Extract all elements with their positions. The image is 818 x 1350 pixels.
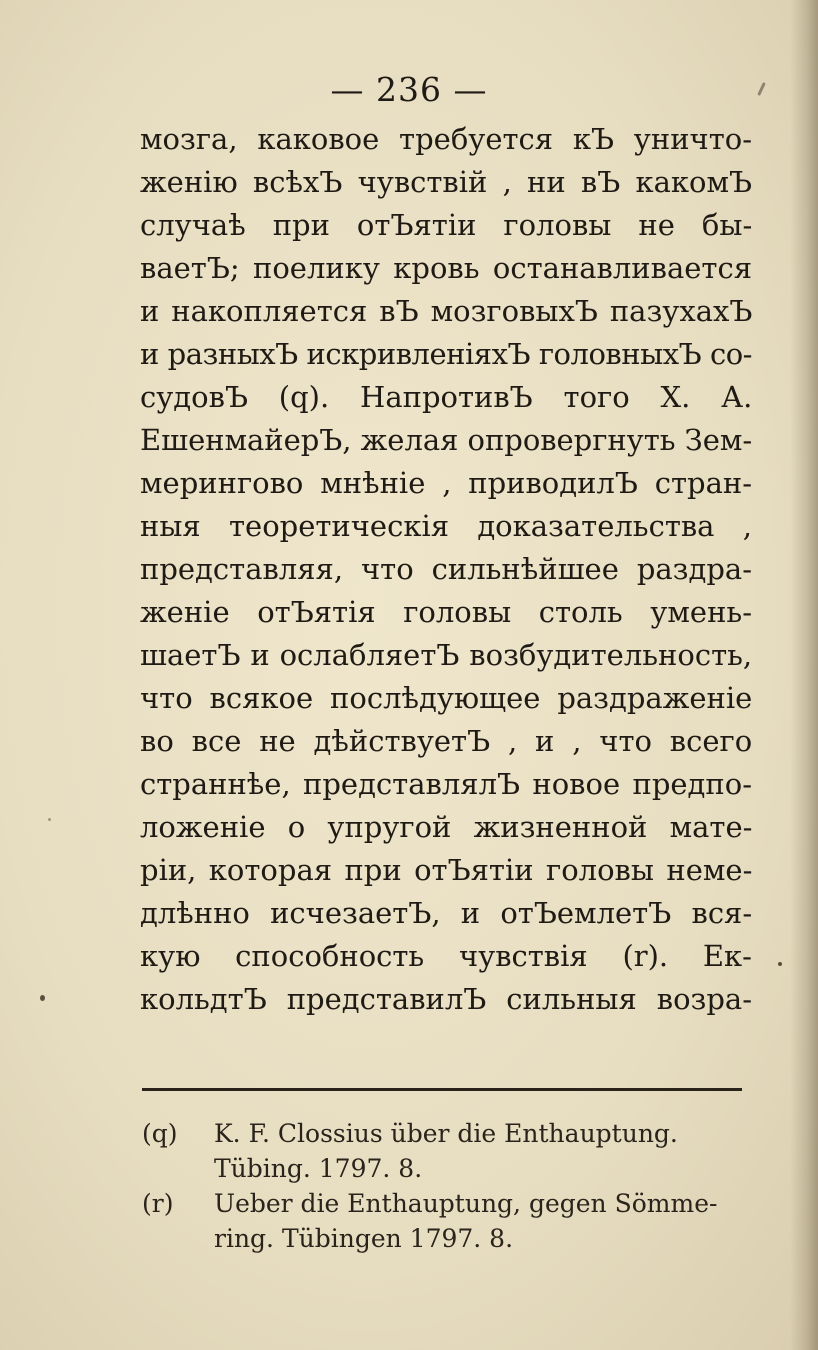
page-edge-shadow xyxy=(790,0,818,1350)
footnote-line: K. F. Clossius über die Enthauptung. xyxy=(214,1119,678,1148)
text-line: и накопляется вЪ мозговыхЪ пазухахЪ xyxy=(140,294,753,328)
text-line: женію всѣхЪ чувствій , ни вЪ какомЪ xyxy=(140,165,753,199)
text-line: что всякое послѣдующее раздраженіе xyxy=(140,681,753,715)
text-line: кую способность чувствія (r). Ек- xyxy=(140,939,752,973)
footnotes xyxy=(142,1116,754,1256)
footnote-divider xyxy=(142,1088,742,1091)
footnote-q xyxy=(142,1116,754,1186)
text-line: случаѣ при отЪятіи головы не бы- xyxy=(140,208,753,242)
footnote-r xyxy=(142,1186,754,1256)
text-line: мерингово мнѣніе , приводилЪ стран- xyxy=(140,466,752,500)
footnote-mark: (q) xyxy=(142,1119,178,1148)
text-line: женіе отЪятія головы столь умень- xyxy=(140,595,752,629)
footnote-mark: (r) xyxy=(142,1189,174,1218)
paper-speck xyxy=(778,962,782,966)
text-line: ваетЪ; поелику кровь останавливается xyxy=(140,251,752,285)
text-line: мозга, каковое требуется кЪ уничто- xyxy=(140,122,752,156)
paper-speck xyxy=(48,818,51,821)
text-line: представляя, что сильнѣйшее раздра- xyxy=(140,552,752,586)
text-line: шаетЪ и ослабляетЪ возбудительность, xyxy=(140,638,753,672)
text-line: судовЪ (q). НапротивЪ того Х. А. xyxy=(140,380,753,414)
text-line: длѣнно исчезаетЪ, и отЪемлетЪ вся- xyxy=(140,896,753,930)
text-line: кольдтЪ представилЪ сильныя возра- xyxy=(140,982,752,1016)
text-line: ЕшенмайерЪ, желая опровергнуть Зем- xyxy=(140,423,753,457)
footnote-line: Tübing. 1797. 8. xyxy=(214,1154,423,1183)
text-line: ложеніе о упругой жизненной мате- xyxy=(140,810,753,844)
page-number: — 236 — xyxy=(330,70,488,109)
text-line: во все не дѣйствуетЪ , и , что всего xyxy=(140,724,753,758)
text-line: ныя теоретическія доказательства , xyxy=(140,509,752,543)
text-line: и разныхЪ искривленіяхЪ головныхЪ со- xyxy=(140,337,752,371)
footnote-line: Ueber die Enthauptung, gegen Sömme- xyxy=(214,1189,718,1218)
footnote-line: ring. Tübingen 1797. 8. xyxy=(214,1224,514,1253)
paper-speck xyxy=(40,995,45,1001)
text-line: ріи, которая при отЪятіи головы неме- xyxy=(140,853,753,887)
body-text xyxy=(140,118,752,1021)
text-line: страннѣе, представлялЪ новое предпо- xyxy=(140,767,752,801)
